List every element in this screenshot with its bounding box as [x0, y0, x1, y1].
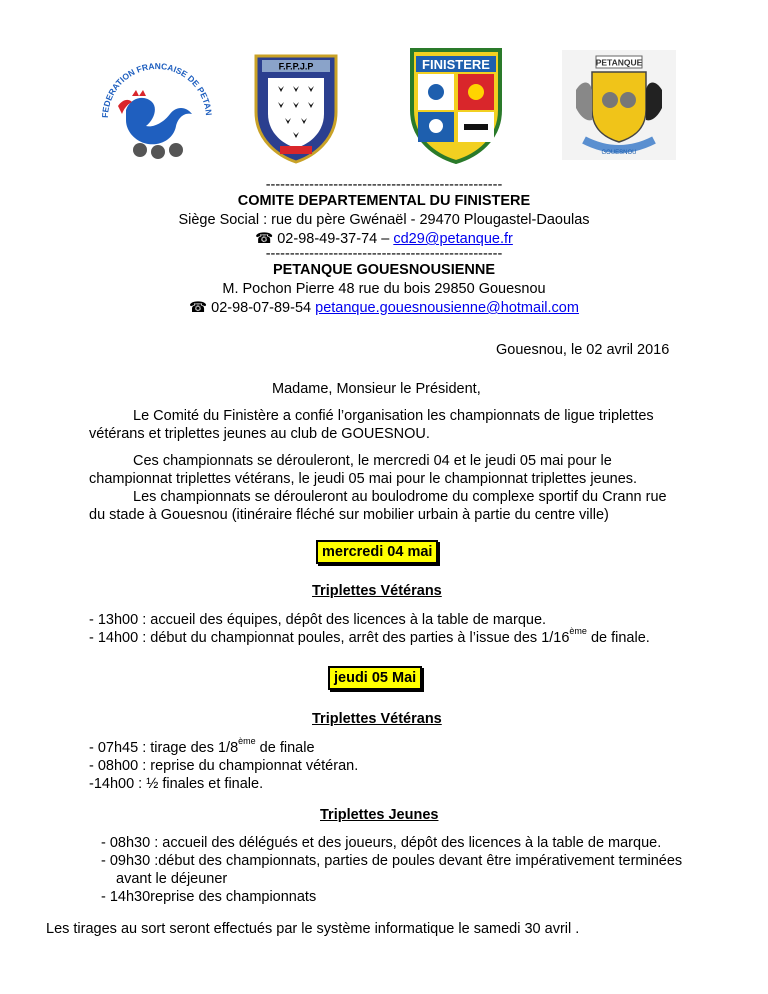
- schedule-item: - 08h00 : reprise du championnat vétéran.: [89, 758, 359, 774]
- schedule-item: - 08h30 : accueil des délégués et des joueurs, dépôt des licences à la table de marque.: [101, 835, 662, 851]
- club-address: M. Pochon Pierre 48 rue du bois 29850 Gouesnou: [222, 281, 546, 297]
- ffpjp-shield-text: F.F.P.J.P: [278, 61, 314, 72]
- section-title-veterans: Triplettes Vétérans: [312, 711, 442, 727]
- separator-line: -------------------------------------------------: [265, 246, 503, 262]
- day-2-label: jeudi 05 Mai: [328, 666, 422, 690]
- schedule-item: - 14h00 : début du championnat poules, arrêt des parties à l’issue des 1/16ème de finale.: [89, 626, 650, 646]
- day-1-label: mercredi 04 mai: [316, 540, 438, 564]
- ffpjp-shield-logo: [252, 52, 340, 164]
- committee-address: Siège Social : rue du père Gwénaël - 29470 Plougastel-Daoulas: [178, 212, 590, 228]
- schedule-item: -14h00 : ½ finales et finale.: [89, 776, 264, 792]
- finistere-shield-logo: [408, 46, 504, 164]
- paragraph-2-line: Les championnats se dérouleront au boulodrome du complexe sportif du Crann rue: [133, 489, 667, 505]
- schedule-item: avant le déjeuner: [116, 871, 228, 887]
- paragraph-2-line: Ces championnats se dérouleront, le mercredi 04 et le jeudi 05 mai pour le: [133, 453, 612, 469]
- club-contact: [0, 299, 768, 318]
- committee-phone: 02-98-49-37-74 –: [277, 231, 390, 247]
- club-title: PETANQUE GOUESNOUSIENNE: [272, 262, 496, 278]
- committee-email-link[interactable]: cd29@petanque.fr: [393, 231, 513, 247]
- finistere-shield-text: FINISTERE: [422, 57, 490, 72]
- gouesnou-top-text: PETANQUE: [595, 57, 643, 68]
- draw-note: Les tirages au sort seront effectués par le système informatique le samedi 30 avril .: [46, 921, 580, 937]
- club-email-link[interactable]: petanque.gouesnousienne@hotmail.com: [315, 300, 579, 316]
- paragraph-1-line: Le Comité du Finistère a confié l’organisation les championnats de ligue triplettes: [133, 408, 654, 424]
- committee-title: COMITE DEPARTEMENTAL DU FINISTERE: [237, 193, 531, 209]
- schedule-item: - 14h30reprise des championnats: [101, 889, 317, 905]
- schedule-item: - 13h00 : accueil des équipes, dépôt des licences à la table de marque.: [89, 612, 547, 628]
- schedule-item: - 09h30 :début des championnats, parties de poules devant être impérativement terminées: [101, 853, 683, 869]
- separator-line: -------------------------------------------------: [265, 177, 503, 193]
- paragraph-2-line: du stade à Gouesnou (itinéraire fléché sur mobilier urbain à partie du centre ville): [89, 507, 609, 523]
- paragraph-1-line: vétérans et triplettes jeunes au club de GOUESNOU.: [89, 426, 430, 442]
- letter-date: Gouesnou, le 02 avril 2016: [496, 342, 670, 358]
- schedule-item: - 07h45 : tirage des 1/8ème de finale: [89, 736, 315, 756]
- ffpjp-ring-text: FEDERATION FRANCAISE DE PETAN: [99, 60, 215, 119]
- telephone-icon: ☎: [189, 300, 208, 316]
- salutation: Madame, Monsieur le Président,: [272, 381, 481, 397]
- section-title-veterans: Triplettes Vétérans: [312, 583, 442, 599]
- club-phone: 02-98-07-89-54: [211, 300, 312, 316]
- petanque-gouesnou-logo: [562, 50, 676, 160]
- ffpjp-logo: [88, 48, 228, 163]
- section-title-juniors: Triplettes Jeunes: [320, 807, 439, 823]
- gouesnou-bottom-text: GOUESNOU: [601, 150, 637, 156]
- telephone-icon: ☎: [255, 231, 274, 247]
- paragraph-2-line: championnat triplettes vétérans, le jeudi 05 mai pour le championnat triplettes jeunes.: [89, 471, 638, 487]
